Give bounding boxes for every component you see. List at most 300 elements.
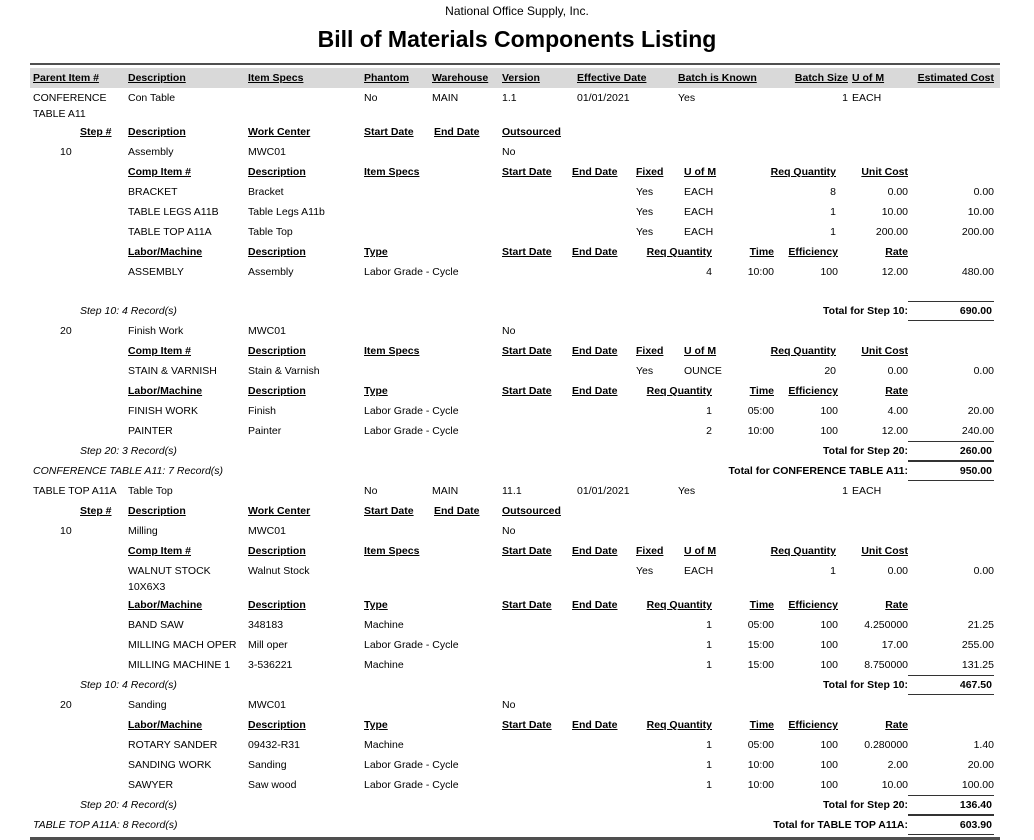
- total-records-label: TABLE TOP A11A: 8 Record(s): [33, 819, 178, 831]
- labor-machine: PAINTER: [128, 425, 173, 437]
- col-start-date: Start Date: [364, 505, 414, 517]
- component-item-number: TABLE TOP A11A: [128, 226, 212, 238]
- row-step_total: [30, 795, 1000, 815]
- indent: [30, 655, 128, 673]
- efficiency: 100: [820, 405, 838, 417]
- col-time: Time: [749, 246, 774, 258]
- row-labor: [30, 655, 1000, 675]
- unit-of-measure: OUNCE: [684, 365, 722, 377]
- type: Labor Grade - Cycle: [364, 425, 459, 437]
- filler: [223, 461, 728, 481]
- description: Walnut Stock: [248, 565, 310, 577]
- col-step-number: Step #: [80, 505, 112, 517]
- col-end-date: End Date: [572, 599, 618, 611]
- work-center: MWC01: [248, 325, 286, 337]
- extended-cost: 200.00: [961, 226, 994, 238]
- extended-cost: 0.00: [973, 365, 994, 377]
- unit-of-measure: EACH: [684, 186, 714, 198]
- col-item-specs: Item Specs: [364, 545, 420, 557]
- col-unit-cost: Unit Cost: [861, 345, 908, 357]
- start-date: [502, 755, 572, 773]
- indent: [30, 242, 128, 260]
- type: Labor Grade - Cycle: [364, 779, 459, 791]
- indent: [30, 521, 60, 539]
- item-specs: [364, 561, 502, 595]
- start-date: [364, 521, 434, 539]
- time: 10:00: [747, 425, 774, 437]
- step-number: 10: [60, 146, 72, 158]
- col-rate: Rate: [885, 599, 908, 611]
- component-item-number: TABLE LEGS A11B: [128, 206, 219, 218]
- required-quantity: 1: [830, 565, 836, 577]
- unit-of-measure: EACH: [684, 226, 714, 238]
- efficiency: 100: [820, 779, 838, 791]
- efficiency: 100: [820, 739, 838, 751]
- end-date: [572, 655, 636, 673]
- description: Finish: [248, 405, 277, 417]
- required-quantity: 20: [824, 365, 836, 377]
- time: 15:00: [747, 659, 774, 671]
- col-description: Description: [248, 545, 306, 557]
- efficiency: 100: [820, 266, 838, 278]
- col-start-date: Start Date: [502, 719, 552, 731]
- col-item-specs: Item Specs: [364, 345, 420, 357]
- rate: 8.750000: [864, 659, 908, 671]
- description: 348183: [248, 619, 284, 631]
- col-effective-date: Effective Date: [577, 72, 647, 84]
- unit-of-measure: EACH: [852, 92, 882, 104]
- col-end-date: End Date: [572, 385, 618, 397]
- unit-cost: 10.00: [881, 206, 908, 218]
- col-start-date: Start Date: [502, 385, 552, 397]
- required-quantity: 1: [706, 759, 712, 771]
- col-efficiency: Efficiency: [788, 385, 838, 397]
- batch-is-known: Yes: [678, 485, 696, 497]
- filler: [177, 675, 823, 695]
- row-step_total: [30, 441, 1000, 461]
- col-labor-machine: Labor/Machine: [128, 385, 203, 397]
- col-end-date: End Date: [572, 166, 618, 178]
- end-date: [572, 615, 636, 633]
- end-date: [572, 182, 636, 200]
- work-center: MWC01: [248, 699, 286, 711]
- efficiency: 100: [820, 639, 838, 651]
- time: 10:00: [747, 266, 774, 278]
- report-title: Bill of Materials Components Listing: [317, 26, 717, 52]
- extended-cost: 20.00: [967, 759, 994, 771]
- time: 10:00: [747, 779, 774, 791]
- filler: [178, 815, 774, 835]
- row-step_header: [30, 501, 1000, 521]
- rate: 12.00: [881, 266, 908, 278]
- col-end-date: End Date: [572, 246, 618, 258]
- rate: 4.250000: [864, 619, 908, 631]
- row-labor: [30, 635, 1000, 655]
- description: 3-536221: [248, 659, 293, 671]
- item-specs: [364, 361, 502, 379]
- required-quantity: 1: [706, 779, 712, 791]
- item-specs: [364, 182, 502, 200]
- col-start-date: Start Date: [502, 545, 552, 557]
- end-date: [572, 202, 636, 220]
- col-description: Description: [128, 126, 186, 138]
- indent: [30, 321, 60, 339]
- end-date: [572, 421, 636, 439]
- effective-date: 01/01/2021: [577, 485, 630, 497]
- col-start-date: Start Date: [364, 126, 414, 138]
- total-records-label: CONFERENCE TABLE A11: 7 Record(s): [33, 465, 224, 477]
- required-quantity: 1: [706, 659, 712, 671]
- description: Bracket: [248, 186, 284, 198]
- required-quantity: 1: [830, 226, 836, 238]
- row-step: [30, 321, 1000, 341]
- description: Assembly: [128, 146, 174, 158]
- indent: [30, 222, 128, 240]
- indent: [30, 202, 128, 220]
- start-date: [502, 401, 572, 419]
- component-item-number: WALNUT STOCK 10X6X3: [128, 565, 211, 593]
- rate: 12.00: [881, 425, 908, 437]
- indent: [30, 635, 128, 653]
- step-number: 20: [60, 699, 72, 711]
- indent: [30, 401, 128, 419]
- total-amount: 136.40: [908, 795, 994, 815]
- indent: [30, 381, 128, 399]
- col-warehouse: Warehouse: [432, 72, 489, 84]
- item-specs: [364, 202, 502, 220]
- col-required-quantity: Req Quantity: [646, 599, 712, 611]
- rate: 4.00: [887, 405, 908, 417]
- labor-machine: BAND SAW: [128, 619, 184, 631]
- filler: [177, 301, 823, 321]
- col-parent-item-number: Parent Item #: [33, 72, 99, 84]
- type: Machine: [364, 619, 404, 631]
- total-caption: Total for TABLE TOP A11A:: [773, 819, 908, 831]
- col-end-date: End Date: [572, 545, 618, 557]
- component-item-number: BRACKET: [128, 186, 178, 198]
- outsourced: No: [502, 146, 516, 158]
- start-date: [502, 735, 572, 753]
- col-efficiency: Efficiency: [788, 599, 838, 611]
- labor-machine: SAWYER: [128, 779, 174, 791]
- description: Painter: [248, 425, 282, 437]
- type: Labor Grade - Cycle: [364, 405, 459, 417]
- col-time: Time: [749, 599, 774, 611]
- type: Machine: [364, 739, 404, 751]
- description: Con Table: [128, 92, 176, 104]
- total-amount: 467.50: [908, 675, 994, 695]
- col-required-quantity: Req Quantity: [646, 385, 712, 397]
- unit-of-measure: EACH: [852, 485, 882, 497]
- fixed: Yes: [636, 565, 654, 577]
- start-date: [502, 361, 572, 379]
- required-quantity: 1: [706, 739, 712, 751]
- start-date: [364, 321, 434, 339]
- start-date: [502, 655, 572, 673]
- start-date: [502, 262, 572, 280]
- col-component-item-number: Comp Item #: [128, 345, 192, 357]
- indent: [30, 595, 128, 613]
- batch-size: 1: [842, 92, 848, 104]
- efficiency: 100: [820, 619, 838, 631]
- indent: [30, 775, 128, 793]
- time: 05:00: [747, 739, 774, 751]
- col-work-center: Work Center: [248, 505, 311, 517]
- col-rate: Rate: [885, 719, 908, 731]
- version: 11.1: [502, 485, 522, 497]
- end-date: [434, 142, 502, 160]
- col-description: Description: [248, 345, 306, 357]
- col-start-date: Start Date: [502, 246, 552, 258]
- col-required-quantity: Req Quantity: [646, 719, 712, 731]
- indent: [30, 541, 128, 559]
- estimated-cost: [908, 481, 994, 499]
- col-unit-of-measure: U of M: [684, 345, 717, 357]
- item-specs: [248, 88, 364, 122]
- indent: [30, 695, 60, 713]
- row-labor: [30, 615, 1000, 635]
- unit-cost: 0.00: [887, 365, 908, 377]
- end-date: [434, 695, 502, 713]
- start-date: [364, 142, 434, 160]
- total-records-label: Step 20: 3 Record(s): [80, 445, 177, 457]
- end-date: [572, 755, 636, 773]
- start-date: [364, 695, 434, 713]
- row-parent_total: [30, 815, 1000, 835]
- labor-machine: ASSEMBLY: [128, 266, 184, 278]
- col-description: Description: [248, 599, 306, 611]
- unit-cost: 0.00: [887, 565, 908, 577]
- row-step: [30, 142, 1000, 162]
- description: Sanding: [128, 699, 167, 711]
- unit-of-measure: EACH: [684, 565, 714, 577]
- start-date: [502, 202, 572, 220]
- col-description: Description: [128, 505, 186, 517]
- col-unit-cost: Unit Cost: [861, 166, 908, 178]
- fixed: Yes: [636, 365, 654, 377]
- start-date: [502, 775, 572, 793]
- total-amount: 603.90: [908, 815, 994, 835]
- col-description: Description: [248, 385, 306, 397]
- outsourced: No: [502, 525, 516, 537]
- description: Milling: [128, 525, 158, 537]
- warehouse: MAIN: [432, 485, 459, 497]
- row-labor: [30, 755, 1000, 775]
- version: 1.1: [502, 92, 517, 104]
- col-end-date: End Date: [434, 505, 480, 517]
- total-records-label: Step 10: 4 Record(s): [80, 679, 177, 691]
- col-start-date: Start Date: [502, 345, 552, 357]
- extended-cost: 240.00: [961, 425, 994, 437]
- row-comp_header: [30, 341, 1000, 361]
- filler: [177, 441, 823, 461]
- col-outsourced: Outsourced: [502, 126, 561, 138]
- description: Sanding: [248, 759, 287, 771]
- warehouse: MAIN: [432, 92, 459, 104]
- row-step_total: [30, 675, 1000, 695]
- row-parent: [30, 481, 1000, 501]
- filler: [177, 795, 823, 815]
- total-caption: Total for Step 10:: [823, 679, 908, 691]
- rate: 10.00: [881, 779, 908, 791]
- indent: [30, 361, 128, 379]
- row-labor_header: [30, 595, 1000, 615]
- efficiency: 100: [820, 425, 838, 437]
- start-date: [502, 635, 572, 653]
- col-description: Description: [248, 246, 306, 258]
- end-date: [572, 635, 636, 653]
- total-amount: 690.00: [908, 301, 994, 321]
- col-description: Description: [248, 166, 306, 178]
- col-required-quantity: Req Quantity: [646, 246, 712, 258]
- indent: [30, 162, 128, 180]
- indent: [30, 501, 60, 519]
- extended-cost: 0.00: [973, 565, 994, 577]
- labor-machine: ROTARY SANDER: [128, 739, 218, 751]
- row-parent: [30, 88, 1000, 122]
- col-required-quantity: Req Quantity: [770, 545, 836, 557]
- col-batch-is-known: Batch is Known: [678, 72, 757, 84]
- indent: [30, 735, 128, 753]
- parent-item-number: TABLE TOP A11A: [33, 485, 117, 497]
- row-step: [30, 521, 1000, 541]
- total-caption: Total for CONFERENCE TABLE A11:: [728, 465, 908, 477]
- start-date: [502, 421, 572, 439]
- extended-cost: 131.25: [961, 659, 994, 671]
- col-rate: Rate: [885, 385, 908, 397]
- extended-cost: 255.00: [961, 639, 994, 651]
- row-main_header: [30, 68, 1000, 88]
- extended-cost: 100.00: [961, 779, 994, 791]
- step-number: 10: [60, 525, 72, 537]
- col-labor-machine: Labor/Machine: [128, 599, 203, 611]
- work-center: MWC01: [248, 525, 286, 537]
- col-phantom: Phantom: [364, 72, 409, 84]
- component-item-number: STAIN & VARNISH: [128, 365, 217, 377]
- col-fixed: Fixed: [636, 345, 664, 357]
- row-comp: [30, 361, 1000, 381]
- col-rate: Rate: [885, 246, 908, 258]
- top-rule: [30, 63, 1000, 65]
- extended-cost: 480.00: [961, 266, 994, 278]
- parent-item-number: CONFERENCE TABLE A11: [33, 92, 107, 120]
- description: Finish Work: [128, 325, 184, 337]
- estimated-cost: [908, 88, 994, 122]
- col-end-date: End Date: [434, 126, 480, 138]
- extended-cost: 21.25: [967, 619, 994, 631]
- col-work-center: Work Center: [248, 126, 311, 138]
- col-description: Description: [248, 719, 306, 731]
- row-comp: [30, 561, 1000, 595]
- start-date: [502, 182, 572, 200]
- rate: 2.00: [887, 759, 908, 771]
- time: 05:00: [747, 405, 774, 417]
- row-comp: [30, 182, 1000, 202]
- col-estimated-cost: Estimated Cost: [917, 72, 994, 84]
- col-step-number: Step #: [80, 126, 112, 138]
- end-date: [434, 321, 502, 339]
- rate: 17.00: [881, 639, 908, 651]
- col-labor-machine: Labor/Machine: [128, 246, 203, 258]
- indent: [30, 341, 128, 359]
- indent: [30, 142, 60, 160]
- extended-cost: 1.40: [973, 739, 994, 751]
- row-step_header: [30, 122, 1000, 142]
- type: Machine: [364, 659, 404, 671]
- end-date: [572, 735, 636, 753]
- col-component-item-number: Comp Item #: [128, 166, 192, 178]
- indent: [30, 301, 80, 321]
- description: Assembly: [248, 266, 294, 278]
- total-amount: 950.00: [908, 461, 994, 481]
- col-efficiency: Efficiency: [788, 719, 838, 731]
- row-labor: [30, 735, 1000, 755]
- unit-cost: 200.00: [875, 226, 908, 238]
- type: Labor Grade - Cycle: [364, 759, 459, 771]
- start-date: [502, 561, 572, 595]
- indent: [30, 441, 80, 461]
- description: Stain & Varnish: [248, 365, 320, 377]
- description: Table Top: [248, 226, 293, 238]
- end-date: [572, 222, 636, 240]
- indent: [30, 421, 128, 439]
- description: Table Legs A11b: [248, 206, 325, 218]
- col-item-specs: Item Specs: [248, 72, 304, 84]
- fixed: Yes: [636, 206, 654, 218]
- indent: [30, 675, 80, 695]
- description: Mill oper: [248, 639, 288, 651]
- row-parent_total: [30, 461, 1000, 481]
- fixed: Yes: [636, 186, 654, 198]
- batch-is-known: Yes: [678, 92, 696, 104]
- indent: [30, 715, 128, 733]
- description: Table Top: [128, 485, 173, 497]
- end-date: [572, 361, 636, 379]
- indent: [30, 615, 128, 633]
- required-quantity: 1: [830, 206, 836, 218]
- start-date: [502, 615, 572, 633]
- indent: [30, 755, 128, 773]
- item-specs: [364, 222, 502, 240]
- col-time: Time: [749, 385, 774, 397]
- indent: [30, 122, 60, 140]
- required-quantity: 4: [706, 266, 712, 278]
- required-quantity: 2: [706, 425, 712, 437]
- time: 10:00: [747, 759, 774, 771]
- col-efficiency: Efficiency: [788, 246, 838, 258]
- row-labor_header: [30, 715, 1000, 735]
- unit-cost: 0.00: [887, 186, 908, 198]
- labor-machine: SANDING WORK: [128, 759, 212, 771]
- step-number: 20: [60, 325, 72, 337]
- indent: [30, 182, 128, 200]
- total-amount: 260.00: [908, 441, 994, 461]
- row-comp_header: [30, 162, 1000, 182]
- col-item-specs: Item Specs: [364, 166, 420, 178]
- required-quantity: 8: [830, 186, 836, 198]
- col-end-date: End Date: [572, 345, 618, 357]
- extended-cost: 10.00: [967, 206, 994, 218]
- labor-machine: MILLING MACHINE 1: [128, 659, 231, 671]
- start-date: [502, 222, 572, 240]
- total-caption: Total for Step 10:: [823, 305, 908, 317]
- col-end-date: End Date: [572, 719, 618, 731]
- row-step_total: [30, 301, 1000, 321]
- row-labor_header: [30, 242, 1000, 262]
- extended-cost: 0.00: [973, 186, 994, 198]
- company-name: National Office Supply, Inc.: [445, 4, 589, 18]
- end-date: [572, 561, 636, 595]
